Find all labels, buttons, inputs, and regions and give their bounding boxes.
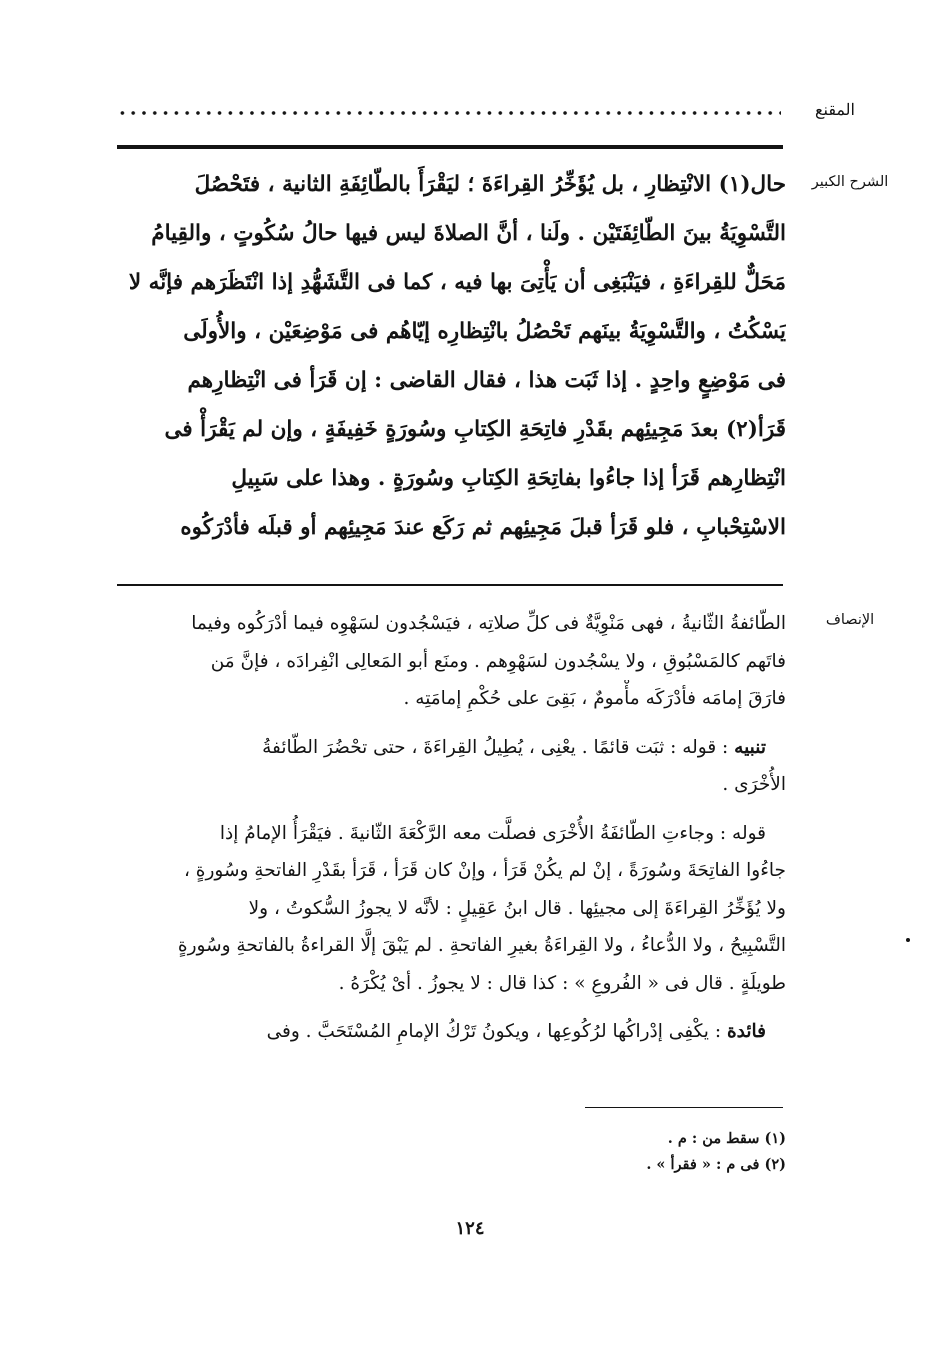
book-title: المقنع: [814, 100, 855, 119]
section-label-insaf: الإنصاف: [825, 612, 875, 628]
text-line: الطّائفةُ الثّانيةُ ، فهى مَنْوِيَّةٌ فى كلِّ صلاتِه ، فيَسْجُدون لسَهْوِه فيما أدْرَكُوه وفيما: [191, 613, 786, 634]
text-line: جاءُوا الفاتِحَةَ وسُورَةً ، إنْ لم يكُنْ قَرَأ ، وإنْ كان قَرَأ ، قَرَأ بقَدْرِ الفاتحةِ وسُورةٍ ،: [183, 860, 786, 881]
text-line: فاتَهم كالمَسْبُوقِ ، ولا يسْجُدون لسَهْوِهم . ومنَع أبو المَعالِى انْفِرادَه ، فإنَّ مَن: [210, 650, 786, 672]
line-text: : قوله : ثبَت قائمًا . يعْنِى ، يُطِيلُ القِراءَةَ ، حتى تحْضُرَ الطّائفةُ: [262, 736, 729, 758]
footnote: (١) سقط من : م .: [667, 1130, 786, 1147]
text-line: [112, 1013, 786, 1051]
footnote: (٢) فى م : « فقرأ » .: [646, 1156, 786, 1173]
text-line: يَسْكُتُ ، والتَّسْوِيَةُ بينَهم تَحْصُلُ بانْتِظارِه إيّاهُم فى مَوْضِعَيْن ، والأُولَى: [183, 319, 786, 344]
margin-mark: [906, 938, 910, 942]
lead-word: تنبيه: [734, 736, 766, 758]
paragraph: [112, 605, 786, 718]
text-line: ولا يُؤَخِّرُ القِراءَةَ إلى مجيئِها . قال ابنُ عَقِيلٍ : لأنَّه لا يجوزُ السُّكوتُ ، ولا: [248, 897, 786, 919]
paragraph-faida: [112, 1013, 786, 1051]
text-line: التَّسْوِيَةُ بينَ الطّائِفَتَيْن . ولَنا ، أنَّ الصلاةَ ليس فيها حالُ سُكُوتٍ ، والقِيامُ: [151, 221, 786, 246]
section-label-sharh: الشرح الكبير: [811, 174, 889, 190]
text-line: فى مَوْضِعٍ واحِدٍ . إذا ثَبَت هذا ، فقال القاضى : إن قَرَأ فى انْتِظارِهم: [187, 368, 786, 393]
text-line: حال(١) الانْتِظارِ ، بل يُؤَخِّرُ القِراءَةَ ؛ ليَقْرَأَ بالطّائِفَةِ الثانية ، فتَحْصُلَ: [194, 172, 786, 197]
text-line: قَرَأ(٢) بعدَ مَجِيئِهم بقَدْرِ فاتِحَةِ الكِتابِ وسُورَةٍ خَفِيفَةٍ ، وإن لم يَقْرَأْ فى: [164, 417, 786, 442]
page-number: ١٢٤: [455, 1218, 485, 1239]
insaf-text-block: [112, 605, 786, 1062]
header-rule: [117, 145, 783, 149]
lead-word: فائدة: [726, 1021, 766, 1042]
text-line: التَّسْبِيحُ ، ولا الدُّعاءُ ، ولا القِراءَةُ بغيرِ الفاتحةِ . لم يَبْقَ إلَّا القراءةُ بالفاتحةِ وسُورةٍ: [177, 935, 786, 956]
sharh-text-block: [112, 160, 786, 552]
text-line: مَحَلٌّ للقِراءَةِ ، فيَنْبَغِى أن يَأْتِىَ بها فيه ، كما فى التَّشَهُّدِ إذا انْتَظَرَهم فإنَّه لا: [128, 270, 786, 295]
text-line: الأُخْرَى .: [722, 774, 786, 795]
footnote-rule: [585, 1107, 783, 1108]
text-line: انْتِظارِهم قَرَأ إذا جاءُوا بفاتِحَةِ الكِتابِ وسُورَةٍ . وهذا على سَبِيلِ: [231, 466, 786, 491]
text-line: الاسْتِحْبابِ ، فلو قَرَأ قبلَ مَجِيئِهم ثم رَكَع عندَ مَجِيئِهم أو قبلَه فأدْرَكُوه: [180, 515, 786, 540]
text-line: طويلَةٍ . قال فى « الفُروعِ » : كذا قال : لا يجوزُ . أىْ يُكْرَهُ .: [338, 972, 786, 994]
section-divider: [117, 584, 783, 586]
footnotes: [480, 1126, 786, 1178]
paragraph-tanbih: [112, 729, 786, 804]
text-line: [112, 729, 786, 767]
header-dotted-rule: [117, 110, 781, 116]
paragraph: [112, 815, 786, 1003]
text-line: فارَقَ إمامَه فأدْرَكَه مأْمومٌ ، بَقِىَ على حُكْمِ إمامَتِه .: [403, 688, 786, 709]
text-line: قوله : وجاءتِ الطّائفَةُ الأُخْرَى فصلَّت معه الرَّكْعَةَ الثّانيةَ . فيَقْرَأُ الإمامُ إذا: [219, 822, 766, 844]
line-text: : يكْفِى إدْراكُها لرُكُوعِها ، ويكونُ تَرْكُ الإمامِ المُسْتَحَبَّ . وفى: [266, 1021, 722, 1042]
